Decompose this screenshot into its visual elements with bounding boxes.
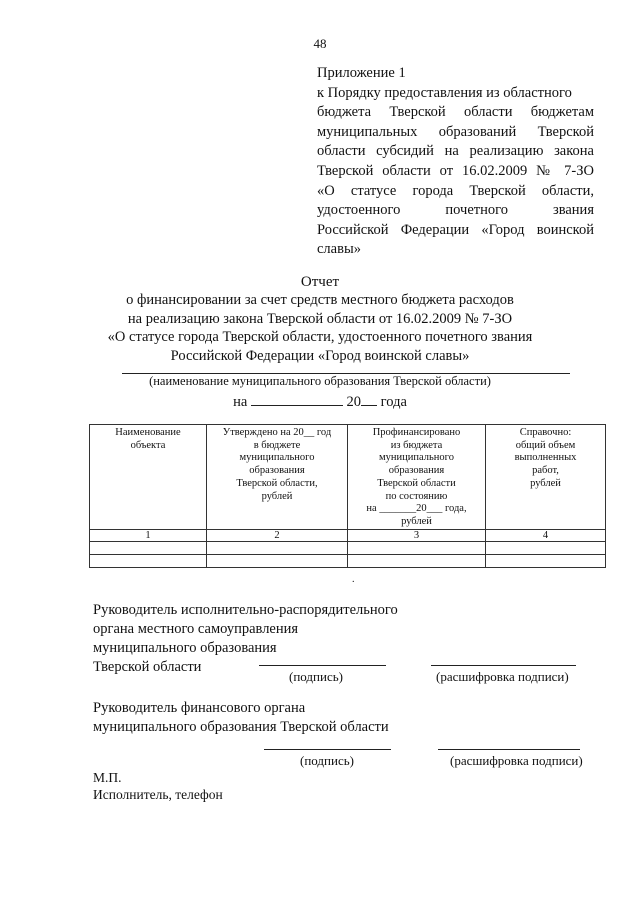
decoding-caption: (расшифровка подписи) [450, 753, 583, 768]
signature-caption: (подпись) [289, 669, 343, 684]
table-row [90, 541, 606, 554]
appendix-line: бюджета Тверской области бюджетам [317, 104, 594, 121]
table-row [90, 554, 606, 567]
report-period [0, 392, 640, 411]
table-cell[interactable] [90, 554, 207, 567]
table-header-cell: Справочно: общий объем выполненных работ, рублей [486, 425, 606, 530]
report-table [89, 424, 606, 568]
table-column-numbers-row [90, 529, 606, 541]
table-header-cell: Утверждено на 20__ год в бюджете муниципального образования Тверской области, рублей [207, 425, 348, 530]
period-date-field[interactable] [251, 392, 343, 406]
report-subtitle-line: о финансировании за счет средств местного бюджета расходов [126, 292, 514, 308]
signature-decoding-line[interactable] [431, 665, 576, 666]
appendix-line: к Порядку предоставления из областного [317, 84, 572, 101]
table-cell[interactable] [348, 541, 486, 554]
page-number: 48 [313, 36, 327, 51]
column-number: 1 [90, 529, 207, 541]
appendix-line: Российской Федерации «Город воинской [317, 221, 594, 238]
table-header-row [90, 425, 606, 530]
signature-line[interactable] [264, 749, 391, 750]
head-finance-line: муниципального образования Тверской области [93, 719, 389, 735]
appendix-title: Приложение 1 [317, 65, 406, 81]
decoding-caption: (расшифровка подписи) [436, 669, 569, 684]
period-prefix: на [233, 394, 248, 410]
column-number: 3 [348, 529, 486, 541]
head-finance-line: Руководитель финансового органа [93, 700, 306, 716]
table-cell[interactable] [207, 554, 348, 567]
appendix-line: удостоенного почетного звания [317, 202, 594, 219]
appendix-block [317, 64, 594, 260]
period-suffix: года [380, 394, 407, 410]
period-year-field[interactable] [361, 392, 377, 406]
table-header-cell: Наименование объекта [90, 425, 207, 530]
report-subtitle-line: Российской Федерации «Город воинской славы» [170, 347, 470, 364]
municipality-caption: (наименование муниципального образования Тверской области) [149, 374, 491, 388]
column-number: 4 [486, 529, 606, 541]
signature-caption: (подпись) [300, 753, 354, 768]
table-header-cell: Профинансировано из бюджета муниципального образования Тверской области по состоянию на _______20___ года, рублей [348, 425, 486, 530]
head-executive-line: Тверской области [93, 659, 202, 675]
table-cell[interactable] [348, 554, 486, 567]
scan-dot: . [352, 574, 355, 585]
appendix-line: области субсидий на реализацию закона [317, 143, 594, 160]
head-executive-line: органа местного самоуправления [93, 621, 299, 637]
head-executive-line: муниципального образования [93, 640, 277, 656]
appendix-line: Тверской области от 16.02.2009 № 7-ЗО [317, 162, 594, 179]
seal-mark: М.П. [93, 770, 122, 785]
head-executive-line: Руководитель исполнительно-распорядительного [93, 602, 398, 618]
report-title: Отчет [300, 274, 340, 290]
signature-line[interactable] [259, 665, 386, 666]
table-cell[interactable] [90, 541, 207, 554]
table-cell[interactable] [486, 554, 606, 567]
appendix-line: славы» [317, 241, 361, 258]
executor-phone: Исполнитель, телефон [93, 787, 223, 802]
table-cell[interactable] [207, 541, 348, 554]
appendix-line: «О статусе города Тверской области, [317, 182, 594, 199]
table-cell[interactable] [486, 541, 606, 554]
report-subtitle-line: на реализацию закона Тверской области от 16.02.2009 № 7-ЗО [127, 310, 513, 327]
report-subtitle-line: «О статусе города Тверской области, удостоенного почетного звания [107, 329, 533, 345]
report-subtitle [0, 291, 640, 365]
appendix-line: муниципальных образований Тверской [317, 123, 594, 140]
period-year: 20 [346, 394, 362, 410]
signature-decoding-line[interactable] [438, 749, 580, 750]
column-number: 2 [207, 529, 348, 541]
head-finance-block [93, 699, 389, 737]
